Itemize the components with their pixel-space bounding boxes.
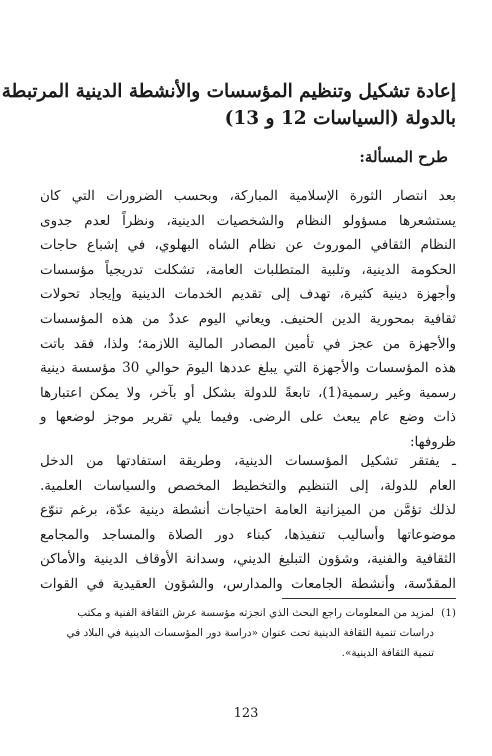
footnote-number: (1)	[441, 607, 456, 619]
text-line: المقدّسة، وأنشطة الجامعات والمدارس، والشؤون العقيدية في القوات	[40, 575, 456, 592]
footnote	[40, 603, 456, 663]
text-line: ظروفها:	[409, 433, 456, 450]
text-line: ذات وضع عام يبعث على الرضى. وفيما يلي تقرير موجز لوضعها و	[40, 409, 456, 426]
text-line: وأجهزة دينية كثيرة، تهدف إلى تقديم الخدمات الدينية وإيجاد تحولات	[40, 286, 456, 303]
page-number: 123	[233, 706, 259, 721]
text-line: العام للدولة، إلى التنظيم والتخطيط المخصص والسياسات العلمية.	[40, 477, 456, 494]
text-line: الحكومة الدينية، وتلبية المتطلبات العامة، تشكلت تدريجياً مؤسسات	[40, 261, 456, 278]
text-line: الثقافية والفنية، وشؤون التبليغ الديني، وسدانة الأوقاف الدينية والأماكن	[40, 551, 456, 568]
subheading: طرح المسألة:	[359, 148, 448, 166]
text-line: بعد انتصار الثورة الإسلامية المباركة، وبحسب الضرورات التي كان	[40, 188, 456, 204]
text-line: هذه المؤسسات والأجهزة التي يبلغ عددها اليومَ حوالي 30 مؤسسة دينية	[40, 360, 456, 377]
text-line: لذلك تؤمَّن من الميزانية العامة احتياجات أنشطة دينية عدّة، برغم تنوّع	[40, 502, 456, 519]
text-line: رسمية وغير رسمية(1)، تابعةً للدولة بشكل أو بآخر، ولا يمكن اعتبارها	[40, 384, 456, 401]
paragraph-intro	[40, 184, 456, 455]
footnote-line: دراسات تنمية الثقافة الدينية تحت عنوان «دراسة دور المؤسسات الدينية في البلاد في	[66, 627, 434, 639]
section-title	[1, 78, 456, 132]
text-line: النظام الثقافي الموروث عن نظام الشاه البهلوي، في إشباع حاجات	[40, 237, 456, 254]
footnote-line: تنمية الثقافة الدينية».	[341, 647, 434, 659]
text-line: ـ يفتقر تشكيل المؤسسات الدينية، وطريقة استفادتها من الدخل	[40, 453, 456, 469]
paragraph-point	[40, 449, 456, 597]
text-line: والأجهزة من عجز في تأمين المصادر المالية اللازمة؛ ولذا، فقد باتت	[40, 335, 456, 352]
text-line: ثقافية بمحورية الدين الحنيف. ويعاني اليوم عددٌ من هذه المؤسسات	[40, 310, 456, 327]
text-line: يستشعرها مسؤولو النظام والشخصيات الدينية، ونظراً لعدم جدوى	[40, 212, 456, 229]
title-line: بالدولة (السياسات 12 و 13)	[224, 108, 456, 129]
footnote-divider	[282, 598, 456, 599]
text-line: موضوعاتها وأساليب تنفيذها، كبناء دور الصلاة والمساجد والمجامع	[40, 526, 456, 543]
footnote-text: لمزيد من المعلومات راجع البحث الذي انجزته مؤسسة عرش الثقافة الفنية و مكتب	[77, 607, 434, 619]
footnote-line	[40, 603, 456, 623]
title-line: إعادة تشكيل وتنظيم المؤسسات والأنشطة الدينية المرتبطة	[1, 81, 456, 102]
